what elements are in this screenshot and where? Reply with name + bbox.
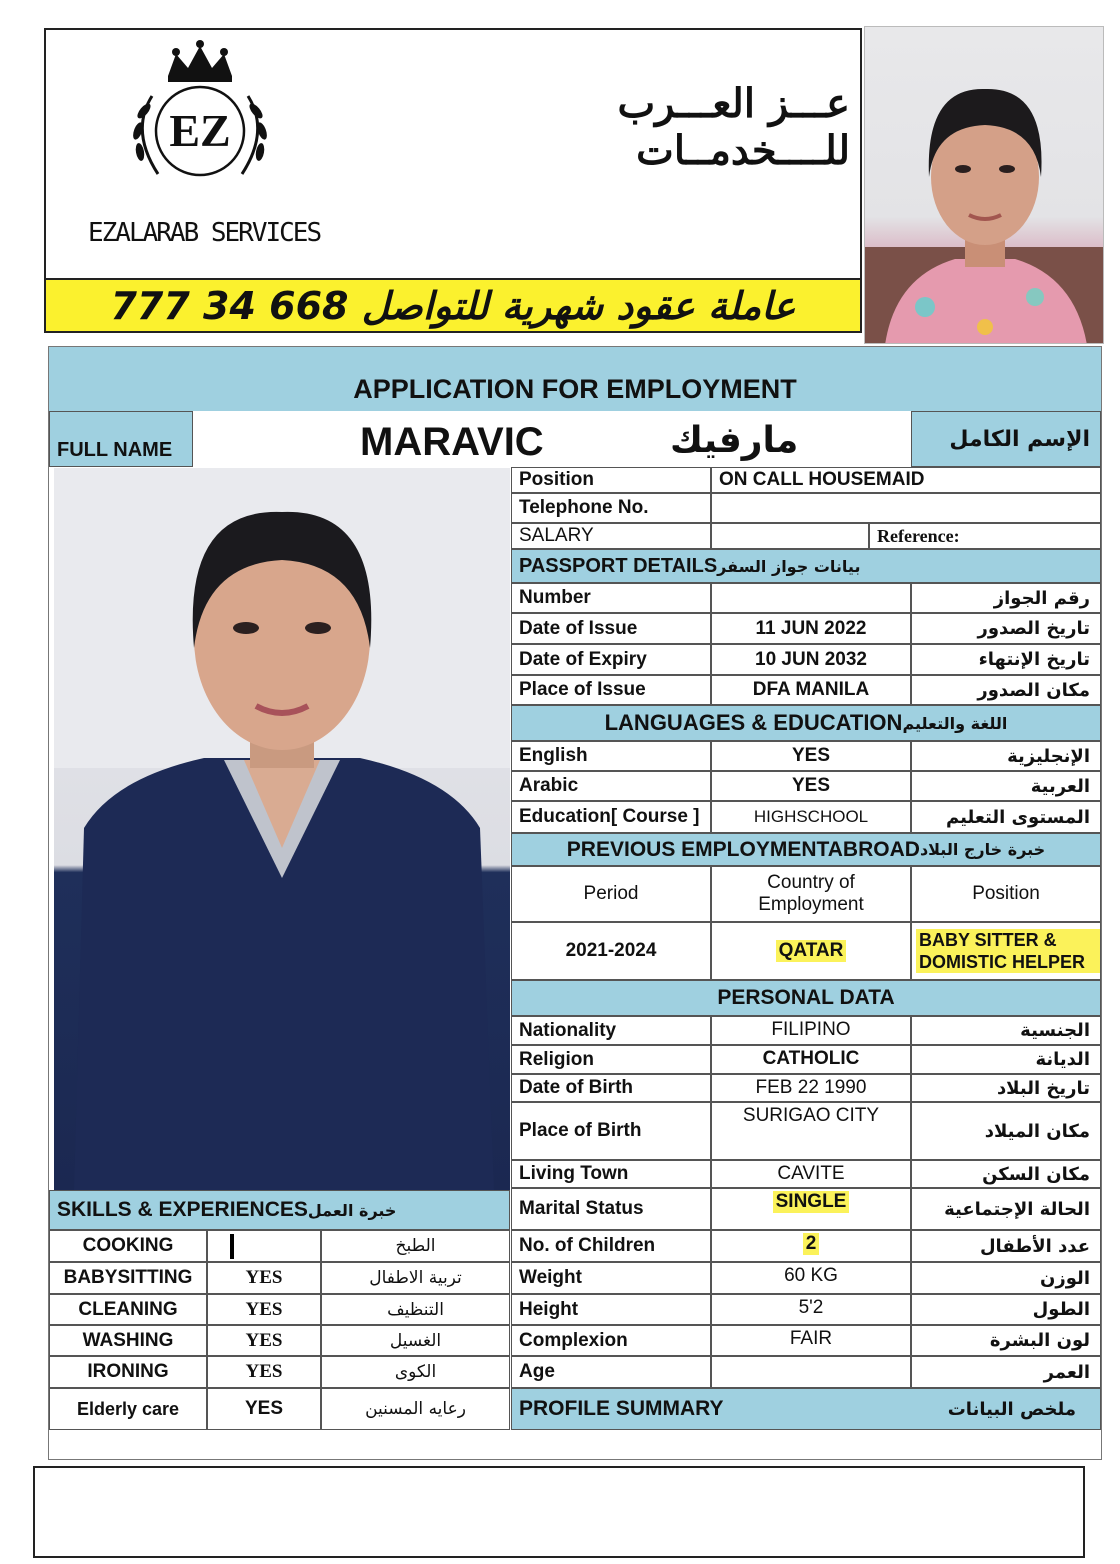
personal-row-value-cell xyxy=(711,1230,911,1262)
languages-title-ar: اللغة والتعليم xyxy=(902,713,1008,733)
language-row-label: English xyxy=(511,741,711,771)
personal-row-label: No. of Children xyxy=(511,1230,711,1262)
personal-row-label: Weight xyxy=(511,1262,711,1294)
skill-row-label-ar: رعايه المسنين xyxy=(321,1388,510,1430)
previous-country: QATAR xyxy=(776,940,847,962)
previous-title-ar: خبرة خارج البلاد xyxy=(919,840,1046,859)
telephone-value xyxy=(711,493,1101,523)
skill-row-value: YES xyxy=(207,1262,321,1294)
personal-row-label: Religion xyxy=(511,1045,711,1074)
previous-country-cell xyxy=(711,922,911,980)
personal-row-value: FILIPINO xyxy=(711,1016,911,1045)
personal-row-label: Age xyxy=(511,1356,711,1388)
skill-row-label-ar: الغسيل xyxy=(321,1325,510,1356)
full-name-label: FULL NAME xyxy=(49,411,193,467)
personal-row-label: Living Town xyxy=(511,1160,711,1188)
previous-col-period: Period xyxy=(511,866,711,922)
full-name-value-en: MARAVIC xyxy=(360,420,544,464)
languages-title-en: LANGUAGES & EDUCATION xyxy=(604,710,903,735)
skill-row-label: IRONING xyxy=(49,1356,207,1388)
personal-row-label-ar: لون البشرة xyxy=(911,1325,1101,1356)
skills-title-ar: خبرة العمل xyxy=(307,1200,397,1220)
personal-row-label-ar: مكان السكن xyxy=(911,1160,1101,1188)
personal-row-value: FEB 22 1990 xyxy=(711,1074,911,1102)
personal-row-value: 5'2 xyxy=(711,1294,911,1325)
logo-monogram: EZ xyxy=(169,105,231,156)
personal-header: PERSONAL DATA xyxy=(511,980,1101,1016)
personal-row-label-ar: الوزن xyxy=(911,1262,1101,1294)
personal-row-value: FAIR xyxy=(711,1325,911,1356)
person-photo-icon xyxy=(865,27,1104,344)
notes-box xyxy=(33,1466,1085,1558)
personal-row-label-ar: الحالة الإجتماعية xyxy=(911,1188,1101,1230)
contact-banner xyxy=(46,278,860,331)
language-row-value: YES xyxy=(711,741,911,771)
profile-summary-title-ar: ملخص البيانات xyxy=(947,1398,1076,1420)
skill-row-label-ar: تربية الاطفال xyxy=(321,1262,510,1294)
personal-row-label: Height xyxy=(511,1294,711,1325)
personal-row-value-cell xyxy=(711,1188,911,1230)
language-row-label: Education[ Course ] xyxy=(511,801,711,833)
company-name-en: EZALARAB SERVICES xyxy=(88,218,321,248)
company-name-ar: عـــز العـــرب للــــخدمــات xyxy=(617,80,850,174)
skill-row-label: COOKING xyxy=(49,1230,207,1262)
passport-row-label: Place of Issue xyxy=(511,675,711,705)
reference-label: Reference: xyxy=(869,523,1101,549)
personal-row-label-ar: الطول xyxy=(911,1294,1101,1325)
full-name-value-ar: مارفيك xyxy=(670,420,799,461)
personal-row-label-ar: تاريخ البلاد xyxy=(911,1074,1101,1102)
personal-row-label: Nationality xyxy=(511,1016,711,1045)
personal-row-label-ar: مكان الميلاد xyxy=(911,1102,1101,1160)
cursor-bar xyxy=(230,1234,234,1259)
skill-row-value: YES xyxy=(207,1325,321,1356)
personal-row-value: CAVITE xyxy=(711,1160,911,1188)
previous-position-cell xyxy=(911,922,1101,980)
passport-row-value: 11 JUN 2022 xyxy=(711,613,911,644)
personal-row-value: SURIGAO CITY xyxy=(711,1102,911,1160)
skill-row-label: BABYSITTING xyxy=(49,1262,207,1294)
form-title xyxy=(49,347,1101,411)
personal-row-label: Place of Birth xyxy=(511,1102,711,1160)
language-row-label-ar: العربية xyxy=(911,771,1101,801)
personal-row-label-ar: العمر xyxy=(911,1356,1101,1388)
contact-banner-text: عاملة عقود شهرية للتواصل 668 34 777 xyxy=(110,283,796,328)
language-row-value: YES xyxy=(711,771,911,801)
skill-row-value xyxy=(207,1230,321,1262)
passport-row-label: Date of Expiry xyxy=(511,644,711,675)
passport-row-label-ar: تاريخ الإنتهاء xyxy=(911,644,1101,675)
salary-value xyxy=(711,523,869,549)
previous-title-en: PREVIOUS EMPLOYMENTABROAD xyxy=(566,837,920,861)
passport-header xyxy=(511,549,1101,583)
passport-row-value: 10 JUN 2032 xyxy=(711,644,911,675)
personal-row-value xyxy=(711,1356,911,1388)
profile-summary-title-en: PROFILE SUMMARY xyxy=(519,1397,724,1420)
passport-row-label-ar: تاريخ الصدور xyxy=(911,613,1101,644)
salary-label: SALARY xyxy=(511,523,711,549)
personal-row-label-ar: عدد الأطفال xyxy=(911,1230,1101,1262)
skill-row-label: CLEANING xyxy=(49,1294,207,1325)
passport-row-label: Number xyxy=(511,583,711,613)
personal-row-label: Date of Birth xyxy=(511,1074,711,1102)
position-value: ON CALL HOUSEMAID xyxy=(711,467,1101,493)
personal-row-value: 60 KG xyxy=(711,1262,911,1294)
languages-header xyxy=(511,705,1101,741)
personal-row-value: CATHOLIC xyxy=(711,1045,911,1074)
skill-row-label: WASHING xyxy=(49,1325,207,1356)
previous-period: 2021-2024 xyxy=(511,922,711,980)
personal-row-label: Complexion xyxy=(511,1325,711,1356)
position-label: Position xyxy=(511,467,711,493)
personal-row-label-ar: الديانة xyxy=(911,1045,1101,1074)
personal-row-label: Marital Status xyxy=(511,1188,711,1230)
header-photo xyxy=(864,26,1104,344)
skill-row-value: YES xyxy=(207,1294,321,1325)
main-photo xyxy=(54,468,510,1190)
passport-row-label-ar: مكان الصدور xyxy=(911,675,1101,705)
passport-title-en: PASSPORT DETAILS xyxy=(519,554,718,577)
language-row-value: HIGHSCHOOL xyxy=(711,801,911,833)
skill-row-label: Elderly care xyxy=(49,1388,207,1430)
skills-header xyxy=(49,1190,510,1230)
skill-row-value: YES xyxy=(207,1356,321,1388)
previous-col-country: Country of Employment xyxy=(711,866,911,922)
passport-row-label: Date of Issue xyxy=(511,613,711,644)
skill-row-value: YES xyxy=(207,1388,321,1430)
profile-summary-header xyxy=(511,1388,1101,1430)
personal-row-label-ar: الجنسية xyxy=(911,1016,1101,1045)
previous-col-position: Position xyxy=(911,866,1101,922)
telephone-label: Telephone No. xyxy=(511,493,711,523)
language-row-label-ar: المستوى التعليم xyxy=(911,801,1101,833)
person-portrait-icon xyxy=(54,468,510,1190)
full-name-label-ar: الإسم الكامل xyxy=(911,411,1101,467)
passport-row-value: DFA MANILA xyxy=(711,675,911,705)
passport-row-value xyxy=(711,583,911,613)
skill-row-label-ar: التنظيف xyxy=(321,1294,510,1325)
language-row-label-ar: الإنجليزية xyxy=(911,741,1101,771)
skill-row-label-ar: الطبخ xyxy=(321,1230,510,1262)
skills-title-en: SKILLS & EXPERIENCES xyxy=(57,1198,308,1221)
personal-row-value: 2 xyxy=(803,1233,820,1255)
personal-row-value: SINGLE xyxy=(773,1191,850,1213)
passport-row-label-ar: رقم الجواز xyxy=(911,583,1101,613)
previous-position: BABY SITTER & DOMISTIC HELPER xyxy=(916,929,1100,973)
skill-row-label-ar: الكوى xyxy=(321,1356,510,1388)
previous-header xyxy=(511,833,1101,866)
language-row-label: Arabic xyxy=(511,771,711,801)
passport-title-ar: بيانات جواز السفر xyxy=(717,556,861,576)
logo xyxy=(110,36,290,191)
form-title-text: APPLICATION FOR EMPLOYMENT xyxy=(353,374,797,404)
